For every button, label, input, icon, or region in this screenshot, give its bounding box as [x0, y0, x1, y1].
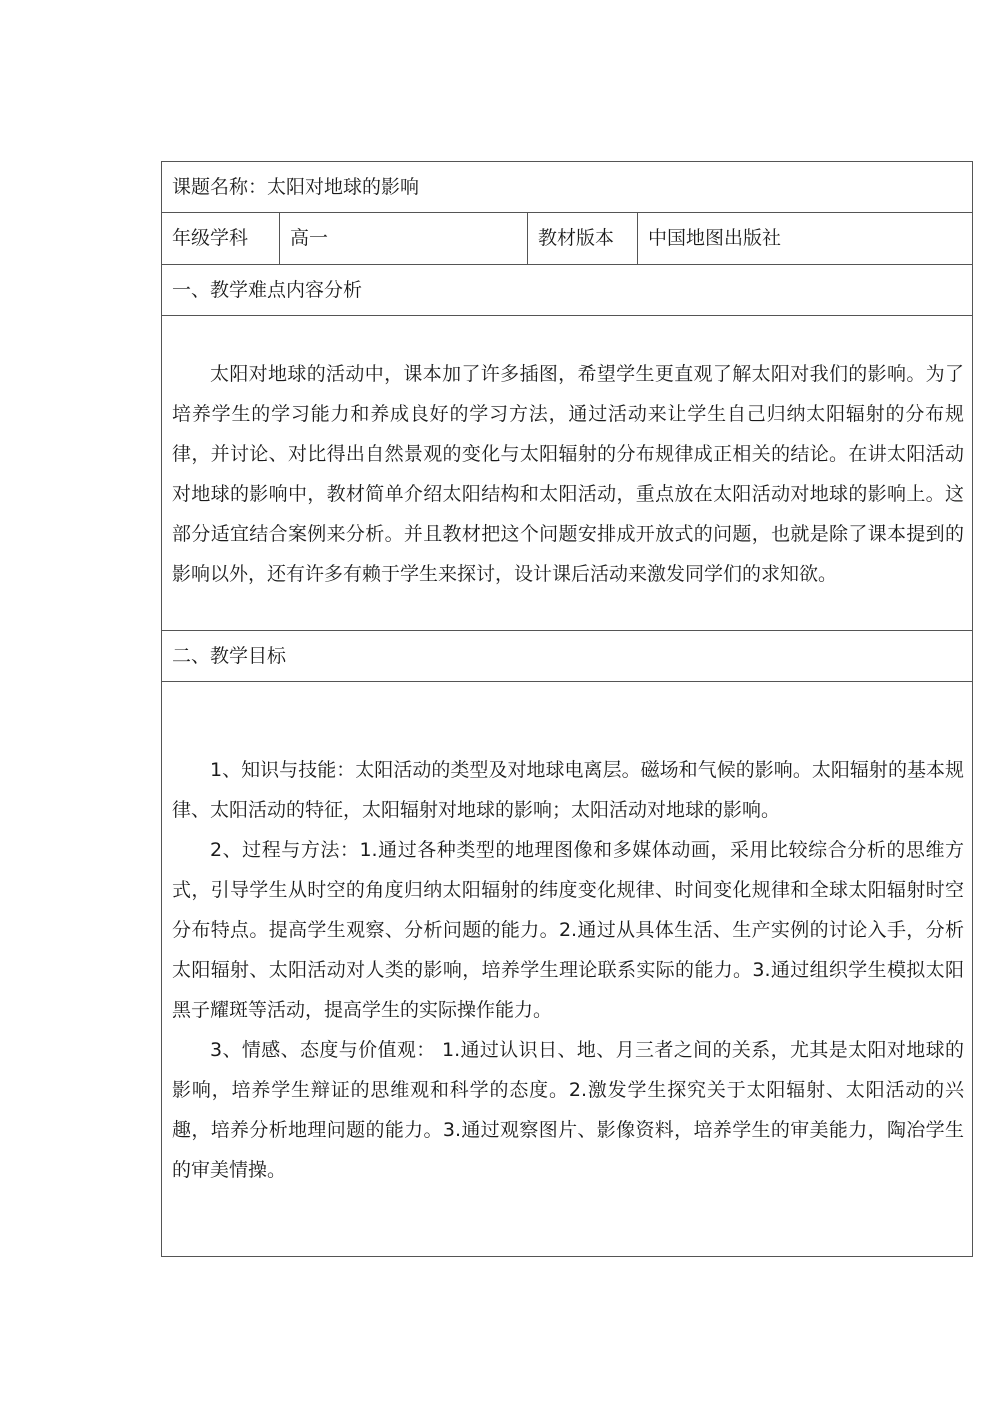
- meta-row: [162, 213, 973, 265]
- title-row: [162, 162, 973, 213]
- section-1-content: [162, 316, 973, 631]
- lesson-plan-table: [161, 161, 973, 1257]
- difficulty-analysis-paragraph: 太阳对地球的活动中，课本加了许多插图，希望学生更直观了解太阳对我们的影响。为了培养学生的学习能力和养成良好的学习方法，通过活动来让学生自己归纳太阳辐射的分布规律，并讨论、对比得出自然景观的变化与太阳辐射的分布规律成正相关的结论。在讲太阳活动对地球的影响中，教材简单介绍太阳结构和太阳活动，重点放在太阳活动对地球的影响上。这部分适宜结合案例来分析。并且教材把这个问题安排成开放式的问题，也就是除了课本提到的影响以外，还有许多有赖于学生来探讨，设计课后活动来激发同学们的求知欲。: [172, 363, 965, 585]
- textbook-edition-value: 中国地图出版社: [638, 213, 973, 265]
- section-2-content-row: [162, 682, 973, 1257]
- section-2-heading-row: [162, 631, 973, 682]
- section-1-content-row: [162, 316, 973, 631]
- lesson-title: 课题名称：太阳对地球的影响: [172, 175, 420, 198]
- grade-subject-value: 高一: [280, 213, 528, 265]
- section-2-heading: 二、教学目标: [162, 631, 973, 682]
- section-1-heading-row: [162, 265, 973, 316]
- lesson-title-cell: [162, 162, 973, 213]
- objective-process-methods: 2、过程与方法：1.通过各种类型的地理图像和多媒体动画，采用比较综合分析的思维方式，引导学生从时空的角度归纳太阳辐射的纬度变化规律、时间变化规律和全球太阳辐射时空分布特点。提高学生观察、分析问题的能力。2.通过从具体生活、生产实例的讨论入手，分析太阳辐射、太阳活动对人类的影响，培养学生理论联系实际的能力。3.通过组织学生模拟太阳黑子耀斑等活动，提高学生的实际操作能力。: [172, 839, 965, 1021]
- grade-subject-label: 年级学科: [162, 213, 280, 265]
- section-2-content: [162, 682, 973, 1257]
- objective-knowledge-skills: 1、知识与技能：太阳活动的类型及对地球电离层。磁场和气候的影响。太阳辐射的基本规律、太阳活动的特征，太阳辐射对地球的影响；太阳活动对地球的影响。: [172, 759, 965, 821]
- textbook-edition-label: 教材版本: [528, 213, 638, 265]
- objective-emotion-values: 3、情感、态度与价值观： 1.通过认识日、地、月三者之间的关系，尤其是太阳对地球的影响，培养学生辩证的思维观和科学的态度。2.激发学生探究关于太阳辐射、太阳活动的兴趣，培养分析地理问题的能力。3.通过观察图片、影像资料，培养学生的审美能力，陶冶学生的审美情操。: [172, 1039, 965, 1181]
- section-1-heading: 一、教学难点内容分析: [162, 265, 973, 316]
